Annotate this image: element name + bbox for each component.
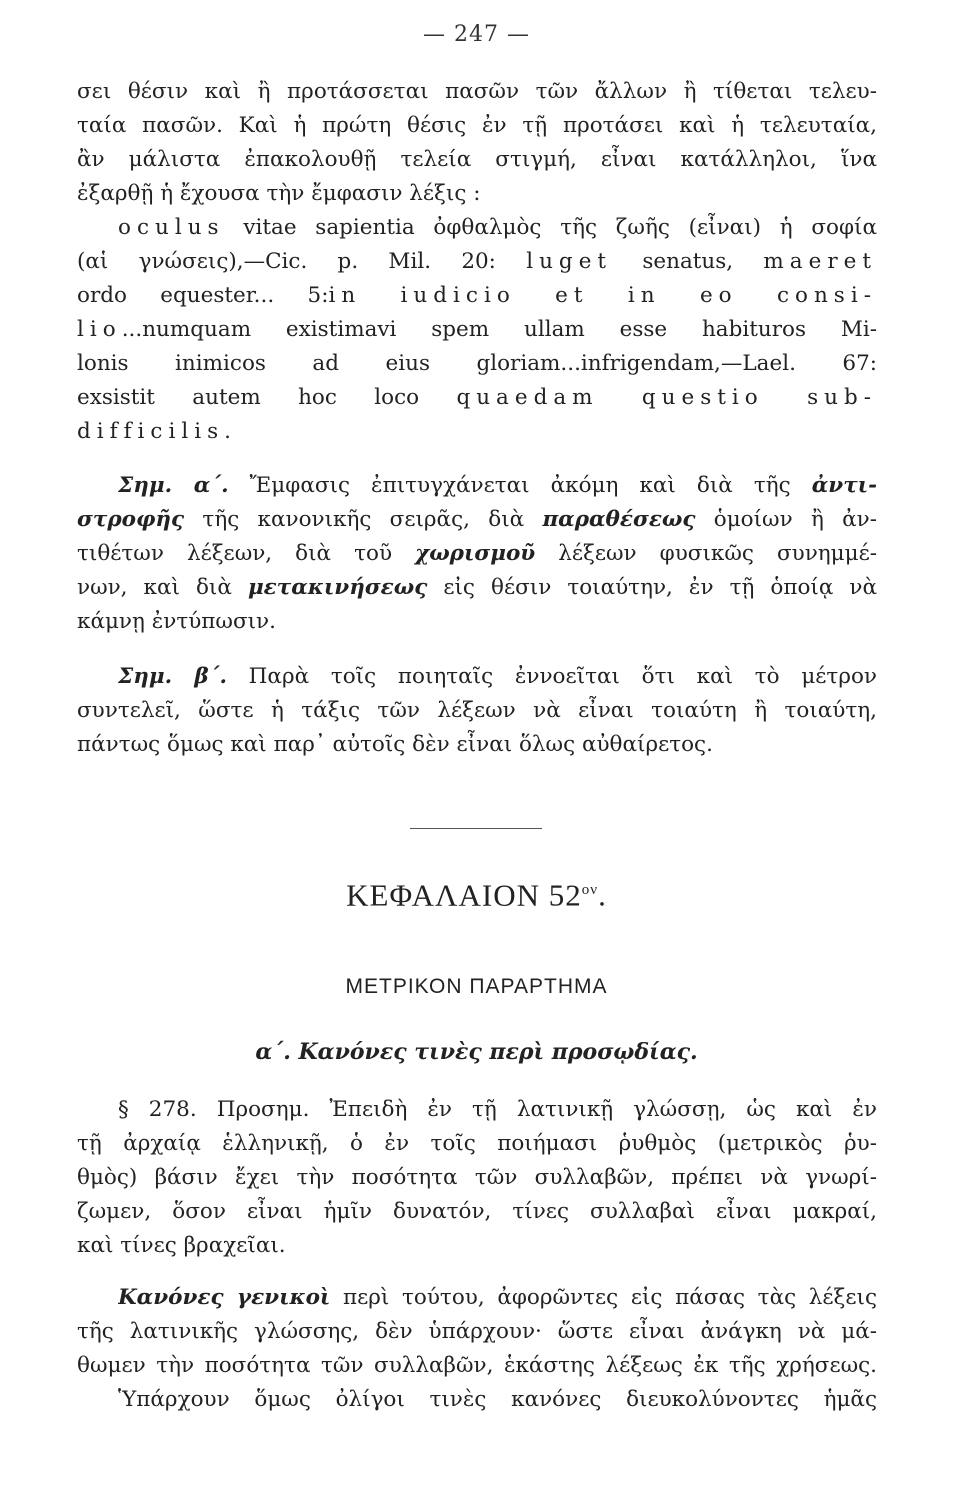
spaced-word: difficilis. — [77, 419, 237, 444]
example-text: senatus, — [612, 249, 764, 274]
example-line — [77, 281, 877, 311]
general-rules-line: Ὑπάρχουν ὅμως ὀλίγοι τινὲς κανόνες διευκολύνοντες ἡμᾶς — [118, 1387, 877, 1412]
text-line: σει θέσιν καὶ ἢ προτάσσεται πασῶν τῶν ἄλλων ἢ τίθεται τελευ- — [77, 79, 877, 104]
example-text: (αἱ γνώσεις),—Cic. p. Mil. 20: — [77, 249, 527, 274]
example-line — [77, 383, 877, 413]
general-rules-label: Κανόνες γενικοὶ — [118, 1285, 331, 1310]
general-rules-line: θωμεν τὴν ποσότητα τῶν συλλαβῶν, ἑκάστης λέξεως ἐκ τῆς χρήσεως. — [77, 1353, 877, 1378]
example-text: exsistit autem hoc loco — [77, 385, 457, 410]
paragraph-278-line: τῇ ἀρχαίᾳ ἑλληνικῇ, ὁ ἐν τοῖς ποιήμασι ῥυθμὸς (μετρικὸς ῥυ- — [77, 1131, 877, 1156]
paragraph-278-line: θμὸς) βάσιν ἔχει τὴν ποσότητα τῶν συλλαβῶν, πρέπει νὰ γνωρί- — [77, 1165, 877, 1190]
note-a-line: κάμνῃ ἐντύπωσιν. — [77, 609, 276, 634]
note-text: λέξεων φυσικῶς συνημμέ- — [535, 541, 877, 566]
note-a-line — [77, 505, 877, 535]
paragraph-278-line: ζωμεν, ὅσον εἶναι ἡμῖν δυνατόν, τίνες συλλαβαὶ εἶναι μακραί, — [77, 1199, 877, 1224]
note-a-line — [77, 539, 877, 569]
spaced-word: lio — [77, 317, 122, 342]
chapter-title-text: ΚΕΦΑΛΑΙΟΝ 52 — [346, 877, 582, 913]
chapter-ordinal: ον — [581, 882, 599, 898]
note-text: ὁμοίων ἢ ἀν- — [695, 507, 877, 532]
emphasis-term: παραθέσεως — [542, 507, 696, 532]
example-line — [77, 417, 877, 447]
emphasis-term: χωρισμοῦ — [415, 541, 536, 566]
text-line: ταία πασῶν. Καὶ ἡ πρώτη θέσις ἐν τῇ προτάσει καὶ ἡ τελευταία, — [77, 113, 877, 138]
general-rules-line: τῆς λατινικῆς γλώσσης, δὲν ὑπάρχουν· ὥστε εἶναι ἀνάγκη νὰ μά- — [77, 1319, 877, 1344]
note-a-line — [118, 471, 877, 501]
example-line — [118, 213, 877, 243]
spaced-word: luget — [526, 249, 613, 274]
spaced-words: in iudicio et in eo consi- — [328, 283, 877, 308]
text-line: ἐξαρθῇ ἡ ἔχουσα τὴν ἔμφασιν λέξις : — [77, 181, 481, 206]
example-text: ordo equester... 5: — [77, 283, 329, 308]
page-number: — 247 — — [423, 22, 530, 47]
note-text: Παρὰ τοῖς ποιηταῖς ἐννοεῖται ὅτι καὶ τὸ μέτρον — [226, 664, 877, 689]
rules-text: περὶ τούτου, ἀφορῶντες εἰς πάσας τὰς λέξεις — [330, 1285, 877, 1310]
example-line — [77, 315, 877, 345]
note-a-line — [77, 573, 877, 603]
paragraph-278-line: καὶ τίνες βραχεῖαι. — [77, 1233, 286, 1258]
chapter-subtitle: ΜΕΤΡΙΚΟΝ ΠΑΡΑΡΤΗΜΑ — [345, 975, 608, 998]
example-text: ...numquam existimavi spem ullam esse habituros Mi- — [121, 317, 877, 342]
divider-rule — [410, 828, 542, 829]
example-line — [77, 247, 877, 277]
text-line: ἂν μάλιστα ἐπακολουθῇ τελεία στιγμή, εἶναι κατάλληλοι, ἵνα — [77, 147, 877, 172]
note-b-line: συντελεῖ, ὥστε ἡ τάξις τῶν λέξεων νὰ εἶναι τοιαύτη ἢ τοιαύτη, — [77, 698, 877, 723]
note-text: νων, καὶ διὰ — [77, 575, 248, 600]
section-heading: α΄. Κανόνες τινὲς περὶ προσῳδίας. — [255, 1039, 698, 1065]
emphasis-term: ἀντι- — [811, 473, 877, 498]
emphasis-term: μετακινήσεως — [247, 575, 428, 600]
note-text: τιθέτων λέξεων, διὰ τοῦ — [77, 541, 416, 566]
note-b-line — [118, 662, 877, 692]
note-b-label: Σημ. β΄. — [118, 664, 227, 689]
example-line: lonis inimicos ad eius gloriam...infrigendam,—Lael. 67: — [77, 351, 877, 376]
example-text: vitae sapientia ὀφθαλμὸς τῆς ζωῆς (εἶναι) ἡ σοφία — [224, 215, 877, 240]
chapter-title — [0, 870, 953, 915]
note-a-label: Σημ. α΄. — [118, 473, 229, 498]
paragraph-278-line: § 278. Προσημ. Ἐπειδὴ ἐν τῇ λατινικῇ γλώσσῃ, ὡς καὶ ἐν — [118, 1097, 877, 1122]
note-text: Ἔμφασις ἐπιτυγχάνεται ἀκόμη καὶ διὰ τῆς — [228, 473, 812, 498]
note-text: τῆς κανονικῆς σειρᾶς, διὰ — [184, 507, 543, 532]
general-rules-line — [118, 1283, 877, 1313]
emphasis-term: στροφῆς — [77, 507, 185, 532]
note-b-line: πάντως ὅμως καὶ παρ᾽ αὐτοῖς δὲν εἶναι ὅλως αὐθαίρετος. — [77, 732, 713, 757]
note-text: εἰς θέσιν τοιαύτην, ἐν τῇ ὁποίᾳ νὰ — [427, 575, 877, 600]
spaced-word: oculus — [118, 215, 225, 240]
spaced-word: maeret — [763, 249, 877, 274]
spaced-words: quaedam questio sub- — [456, 385, 877, 410]
chapter-dot: . — [598, 877, 607, 913]
